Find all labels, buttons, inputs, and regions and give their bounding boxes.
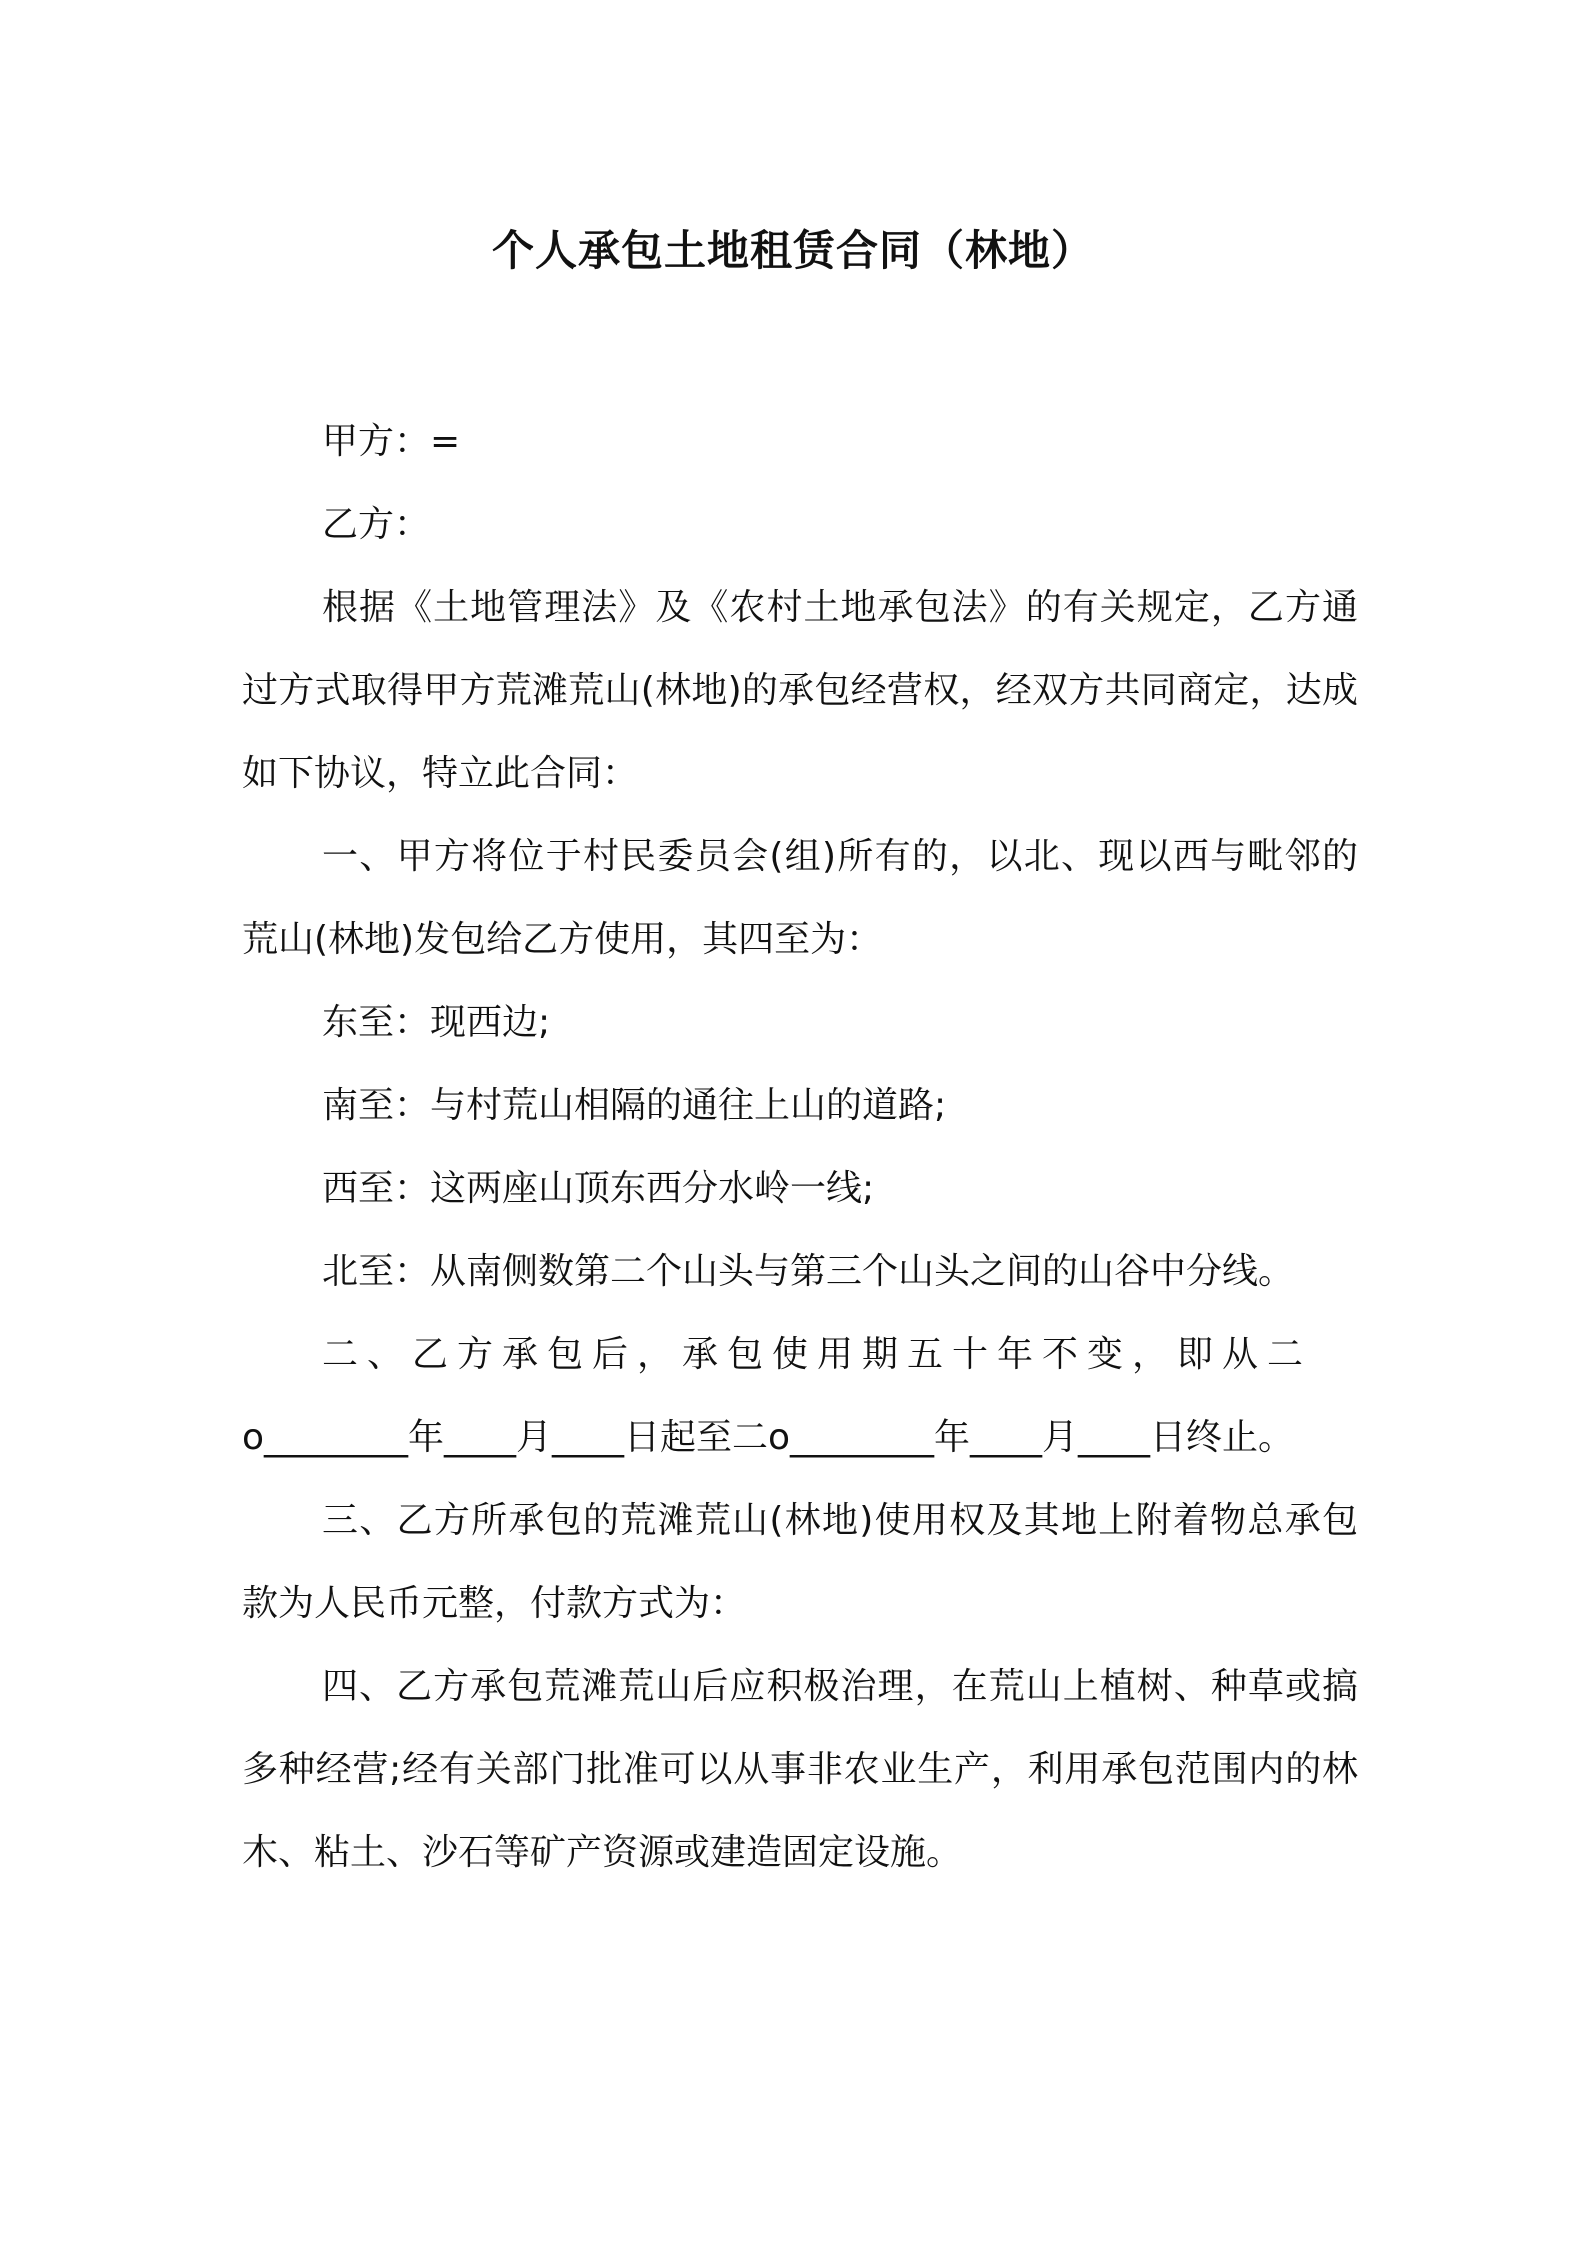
- boundary-south: 南至：与村荒山相隔的通往上山的道路;: [322, 1085, 947, 1126]
- boundary-north: 北至：从南侧数第二个山头与第三个山头之间的山谷中分线。: [322, 1251, 1295, 1292]
- document-body: [242, 400, 1358, 1894]
- preamble-paragraph: 根据《土地管理法》及《农村土地承包法》的有关规定，乙方通过方式取得甲方荒滩荒山(林地)的承包经营权，经双方共同商定，达成如下协议，特立此合同：: [242, 587, 1358, 794]
- clause-3-paragraph: 三、乙方所承包的荒滩荒山(林地)使用权及其地上附着物总承包款为人民币元整，付款方式为：: [242, 1500, 1358, 1624]
- document-title: 个人承包土地租赁合同（林地）: [491, 226, 1094, 275]
- boundary-west: 西至：这两座山顶东西分水岭一线;: [322, 1168, 875, 1209]
- clause-4-paragraph: 四、乙方承包荒滩荒山后应积极治理，在荒山上植树、种草或搞多种经营;经有关部门批准可以从事非农业生产，利用承包范围内的林木、粘土、沙石等矿产资源或建造固定设施。: [242, 1666, 1358, 1873]
- party-a-line: 甲方：=: [322, 421, 461, 462]
- clause-1-paragraph: 一、甲方将位于村民委员会(组)所有的，以北、现以西与毗邻的荒山(林地)发包给乙方使用，其四至为：: [242, 836, 1358, 960]
- clause-2-term-dates: o________年____月____日起至二o________年____月____日终止。: [242, 1417, 1295, 1458]
- clause-2-paragraph: 二、乙方承包后，承包使用期五十年不变，即从二: [322, 1334, 1313, 1375]
- party-b-line: 乙方：: [322, 504, 431, 545]
- boundary-east: 东至：现西边;: [322, 1002, 551, 1043]
